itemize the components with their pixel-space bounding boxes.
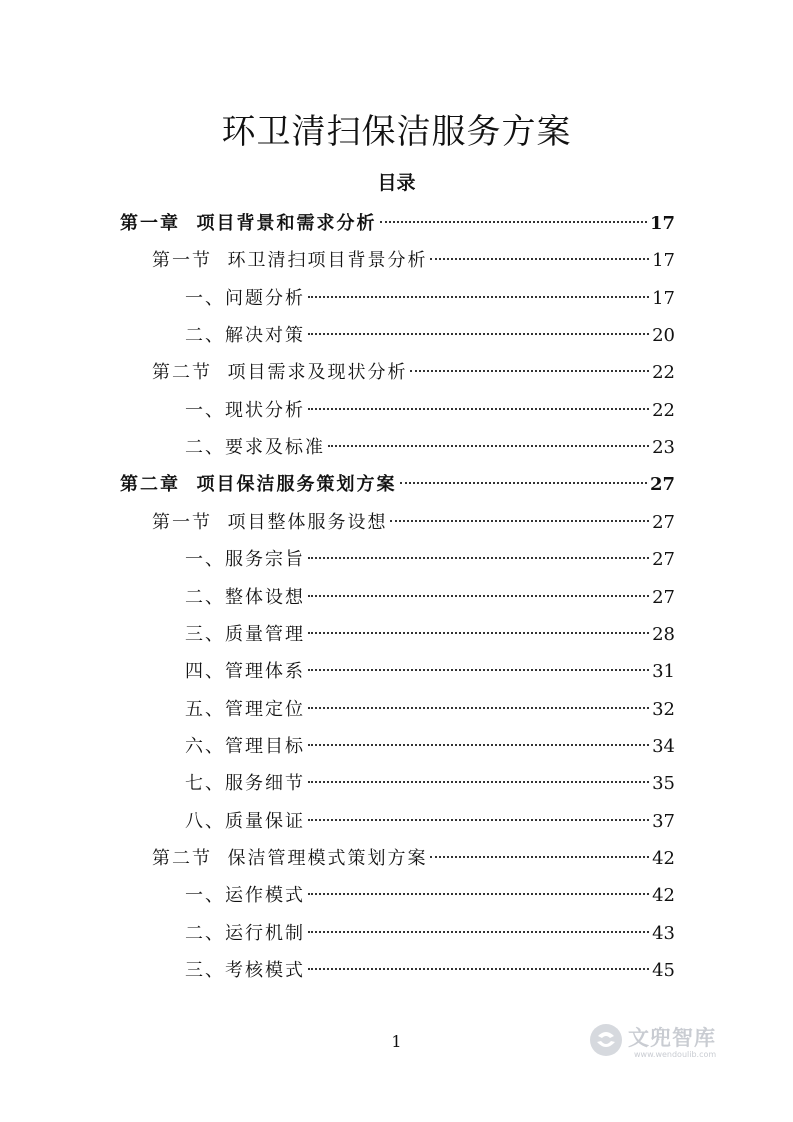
toc-leader-dots — [308, 333, 649, 335]
toc-heading: 目录 — [377, 172, 416, 194]
toc-entry[interactable] — [152, 840, 675, 877]
toc-entry[interactable] — [185, 765, 675, 802]
toc-entry[interactable] — [185, 429, 675, 466]
toc-entry-page: 43 — [652, 922, 675, 944]
toc-entry-label: 五、管理定位 — [185, 698, 305, 720]
brand-logo-icon — [588, 1022, 624, 1058]
toc-entry-label: 三、质量管理 — [185, 623, 305, 645]
document-title: 环卫清扫保洁服务方案 — [221, 112, 572, 152]
toc-leader-dots — [308, 968, 649, 970]
toc-leader-dots — [390, 520, 649, 522]
toc-leader-dots — [308, 893, 649, 895]
toc-leader-dots — [380, 221, 647, 223]
toc-leader-dots — [400, 482, 647, 484]
toc-leader-dots — [308, 632, 649, 634]
toc-entry-page: 17 — [652, 250, 675, 272]
toc-entry-page: 42 — [652, 847, 675, 869]
toc-entry-label: 一、问题分析 — [185, 287, 305, 309]
toc-entry[interactable] — [185, 653, 675, 690]
toc-entry-label: 一、运作模式 — [185, 885, 305, 907]
toc-entry-page: 37 — [652, 810, 675, 832]
toc-entry-page: 27 — [652, 586, 675, 608]
toc-entry[interactable] — [185, 803, 675, 840]
toc-entry-page: 20 — [652, 325, 675, 347]
toc-leader-dots — [308, 669, 649, 671]
toc-entry-page: 45 — [652, 960, 675, 981]
toc-leader-dots — [308, 931, 649, 933]
toc-entry-page: 42 — [652, 885, 675, 907]
toc-entry-label: 七、服务细节 — [185, 773, 305, 795]
toc-entry[interactable] — [185, 915, 675, 952]
toc-entry[interactable] — [185, 280, 675, 317]
toc-entry[interactable] — [185, 728, 675, 765]
toc-entry-page: 27 — [652, 549, 675, 571]
toc-entry[interactable] — [185, 877, 675, 914]
toc-entry-label: 第二节 项目需求及现状分析 — [152, 362, 408, 384]
toc-leader-dots — [308, 595, 649, 597]
toc-entry[interactable] — [185, 392, 675, 429]
toc-entry-label: 八、质量保证 — [185, 810, 305, 832]
toc-entry[interactable] — [185, 317, 675, 354]
toc-entry-page: 34 — [652, 735, 675, 757]
toc-leader-dots — [430, 258, 649, 260]
toc-entry-page: 22 — [652, 399, 675, 421]
watermark-logo — [588, 1018, 758, 1068]
toc-entry-label: 第二章 项目保洁服务策划方案 — [120, 474, 397, 496]
toc-leader-dots — [308, 781, 649, 783]
toc-entry-label: 二、要求及标准 — [185, 437, 325, 459]
toc-entry[interactable] — [152, 504, 675, 541]
toc-entry-label: 一、服务宗旨 — [185, 549, 305, 571]
toc-entry-label: 第一节 环卫清扫项目背景分析 — [152, 250, 428, 272]
toc-entry-label: 一、现状分析 — [185, 399, 305, 421]
toc-entry[interactable] — [185, 691, 675, 728]
toc-leader-dots — [308, 296, 649, 298]
toc-entry-page: 32 — [652, 698, 675, 720]
toc-entry[interactable] — [152, 354, 675, 391]
toc-leader-dots — [410, 370, 649, 372]
toc-entry-label: 第一节 项目整体服务设想 — [152, 511, 388, 533]
toc-entry-label: 四、管理体系 — [185, 661, 305, 683]
toc-entry[interactable] — [185, 952, 675, 989]
toc-entry-page: 27 — [652, 511, 675, 533]
toc-entry-page: 28 — [652, 623, 675, 645]
toc-entry-page: 22 — [652, 362, 675, 384]
toc-entry-label: 第二节 保洁管理模式策划方案 — [152, 847, 428, 869]
toc-entry-page: 27 — [649, 474, 675, 496]
toc-entry-page: 31 — [652, 661, 675, 683]
page-number: 1 — [391, 1032, 402, 1051]
toc-entry-label: 第一章 项目背景和需求分析 — [120, 213, 377, 234]
toc-leader-dots — [308, 707, 649, 709]
watermark-url: www.wendoulib.com — [634, 1050, 717, 1059]
toc-entry-label: 二、整体设想 — [185, 586, 305, 608]
toc-entry-label: 二、解决对策 — [185, 325, 305, 347]
toc-entry[interactable] — [120, 466, 675, 503]
toc-entry[interactable] — [185, 579, 675, 616]
toc-leader-dots — [328, 445, 649, 447]
toc-entry-page: 17 — [652, 287, 675, 309]
toc-entry[interactable] — [185, 616, 675, 653]
toc-entry[interactable] — [152, 242, 675, 279]
toc-entry-page: 17 — [649, 213, 675, 234]
toc-entry[interactable] — [185, 541, 675, 578]
toc-leader-dots — [308, 557, 649, 559]
toc-entry-page: 35 — [652, 773, 675, 795]
toc-leader-dots — [308, 819, 649, 821]
toc-leader-dots — [308, 744, 649, 746]
toc-entry-page: 23 — [652, 437, 675, 459]
toc-leader-dots — [430, 856, 649, 858]
toc-entry[interactable] — [120, 205, 675, 242]
watermark-text: 文兜智库 — [628, 1026, 716, 1050]
toc-entry-label: 三、考核模式 — [185, 960, 305, 981]
toc-leader-dots — [308, 408, 649, 410]
toc-entry-label: 六、管理目标 — [185, 735, 305, 757]
toc-entry-label: 二、运行机制 — [185, 922, 305, 944]
